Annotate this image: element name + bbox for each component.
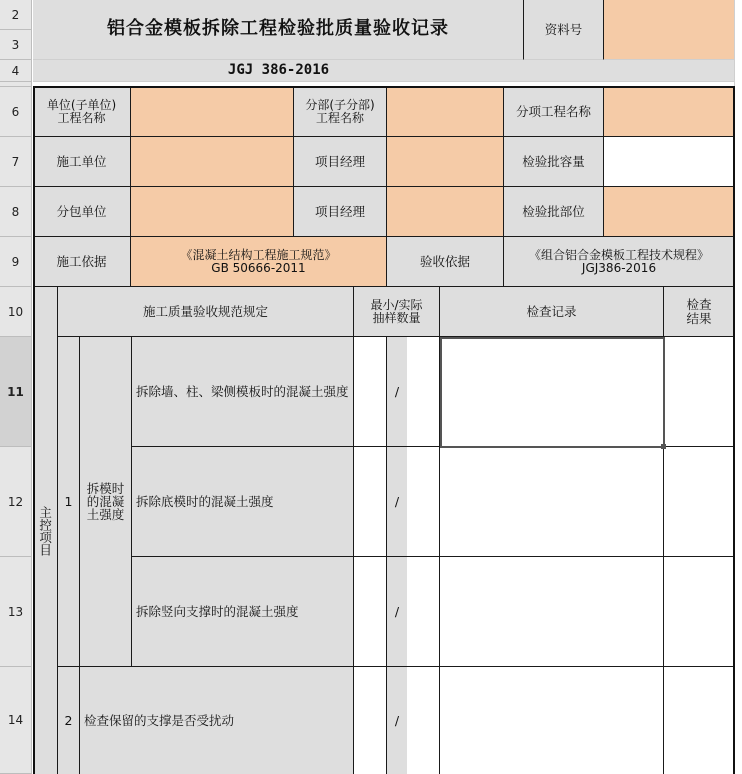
row-header-12[interactable]: 12: [0, 447, 32, 557]
main-control-label: [33, 287, 58, 774]
col-sample-line1: 最小/实际: [370, 297, 423, 312]
item1-name: 拆模时的混凝土强度: [80, 337, 132, 667]
subitem-label: 分项工程名称: [504, 87, 604, 137]
row-header-13[interactable]: 13: [0, 557, 32, 667]
item1-row2-result[interactable]: [664, 447, 734, 557]
division-label-line1: 分部(子分部): [305, 97, 375, 112]
col-result-line1: 检查: [686, 297, 712, 313]
subcontractor-label: 分包单位: [33, 187, 131, 237]
row-header-11[interactable]: 11: [0, 337, 32, 447]
row-header-6[interactable]: 6: [0, 87, 32, 137]
acceptance-basis-value[interactable]: [504, 237, 734, 287]
item1-row3-slash: /: [387, 557, 407, 667]
basis-value-line1: 《混凝土结构工程施工规范》: [180, 247, 337, 262]
row-header-3[interactable]: 3: [0, 30, 32, 60]
sheet-margin: [735, 0, 742, 774]
capacity-label: 检验批容量: [504, 137, 604, 187]
row-header-4[interactable]: 4: [0, 60, 32, 82]
item1-row3-sample-min[interactable]: [354, 557, 387, 667]
basis-label: 施工依据: [33, 237, 131, 287]
item1-row1-sample-actual[interactable]: [407, 337, 440, 447]
col-sample-header: [354, 287, 440, 337]
doc-number-value[interactable]: [604, 0, 734, 60]
location-label: 检验批部位: [504, 187, 604, 237]
item1-row2-record[interactable]: [440, 447, 664, 557]
item1-row2-spec: 拆除底模时的混凝土强度: [132, 447, 354, 557]
division-label-line2: 工程名称: [315, 110, 364, 125]
item1-row3-sample-actual[interactable]: [407, 557, 440, 667]
acceptance-value-line1: 《组合铝合金模板工程技术规程》: [528, 247, 709, 262]
col-result-header: [664, 287, 734, 337]
item1-row1-slash: /: [387, 337, 407, 447]
col-sample-line2: 抽样数量: [372, 310, 421, 325]
row4-empty[interactable]: [524, 60, 734, 82]
contractor-label: 施工单位: [33, 137, 131, 187]
standard-code: JGJ 386-2016: [33, 60, 524, 82]
border-top: [33, 86, 735, 88]
item1-number: 1: [58, 337, 80, 667]
doc-number-label: 资料号: [524, 0, 604, 60]
item2-sample-actual[interactable]: [407, 667, 440, 774]
main-control-text: 主控项目: [37, 505, 53, 556]
pm-label: 项目经理: [294, 137, 387, 187]
selected-cell[interactable]: [440, 337, 665, 448]
fill-handle[interactable]: [661, 444, 666, 449]
item2-result[interactable]: [664, 667, 734, 774]
col-spec-header: 施工质量验收规范规定: [58, 287, 354, 337]
acceptance-basis-label: 验收依据: [387, 237, 504, 287]
item2-number: 2: [58, 667, 80, 774]
form-title: 铝合金模板拆除工程检验批质量验收记录: [33, 0, 524, 60]
pm-value[interactable]: [387, 137, 504, 187]
row-header-9[interactable]: 9: [0, 237, 32, 287]
unit-name-value[interactable]: [131, 87, 294, 137]
item2-spec: 检查保留的支撑是否受扰动: [80, 667, 354, 774]
col-result-line2: 结果: [686, 310, 712, 326]
item1-row3-spec: 拆除竖向支撑时的混凝土强度: [132, 557, 354, 667]
basis-value-line2: GB 50666-2011: [211, 260, 306, 275]
division-label: [294, 87, 387, 137]
subitem-value[interactable]: [604, 87, 734, 137]
division-value[interactable]: [387, 87, 504, 137]
item2-sample-min[interactable]: [354, 667, 387, 774]
subcontractor-value[interactable]: [131, 187, 294, 237]
pm-value-2[interactable]: [387, 187, 504, 237]
item1-row3-result[interactable]: [664, 557, 734, 667]
pm-label-2: 项目经理: [294, 187, 387, 237]
unit-name-label: [33, 87, 131, 137]
unit-name-label-line2: 工程名称: [57, 110, 106, 125]
item1-row1-sample-min[interactable]: [354, 337, 387, 447]
capacity-value[interactable]: [604, 137, 734, 187]
item1-row2-slash: /: [387, 447, 407, 557]
row-header-7[interactable]: 7: [0, 137, 32, 187]
border-left: [33, 86, 35, 774]
item2-slash: /: [387, 667, 407, 774]
item1-row2-sample-actual[interactable]: [407, 447, 440, 557]
row-header-10[interactable]: 10: [0, 287, 32, 337]
item1-row2-sample-min[interactable]: [354, 447, 387, 557]
location-value[interactable]: [604, 187, 734, 237]
acceptance-value-line2: JGJ386-2016: [581, 260, 657, 275]
unit-name-label-line1: 单位(子单位): [46, 97, 117, 112]
row-header-2[interactable]: 2: [0, 0, 32, 30]
contractor-value[interactable]: [131, 137, 294, 187]
item2-record[interactable]: [440, 667, 664, 774]
item1-row3-record[interactable]: [440, 557, 664, 667]
basis-value[interactable]: [131, 237, 387, 287]
col-record-header: 检查记录: [440, 287, 664, 337]
item1-row1-result[interactable]: [664, 337, 734, 447]
row-header-14[interactable]: 14: [0, 667, 32, 774]
item1-row1-spec: 拆除墙、柱、梁侧模板时的混凝土强度: [132, 337, 354, 447]
row-header-8[interactable]: 8: [0, 187, 32, 237]
